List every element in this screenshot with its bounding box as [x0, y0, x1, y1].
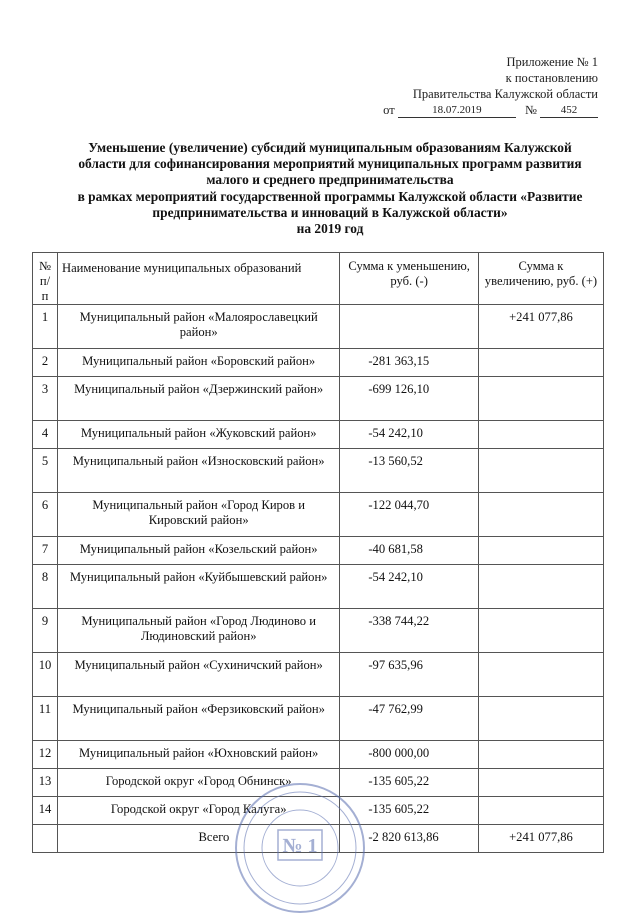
title-line-6: на 2019 год: [296, 221, 364, 237]
row-number: 11: [33, 697, 58, 741]
row-number: 7: [33, 537, 58, 565]
document-title: [60, 140, 600, 237]
row-decrease: -54 242,10: [340, 565, 479, 609]
row-name: Муниципальный район «Город Людиново и Людиновский район»: [58, 609, 340, 653]
row-decrease: -699 126,10: [340, 377, 479, 421]
row-number: 13: [33, 769, 58, 797]
title-line-4: в рамках мероприятий государственной программы Калужской области «Развитие: [77, 188, 583, 204]
row-name: Муниципальный район «Козельский район»: [58, 537, 340, 565]
total-empty-cell: [33, 825, 58, 853]
table-header-row: [33, 253, 604, 305]
table-row: [33, 741, 604, 769]
row-increase: [478, 377, 603, 421]
row-name: Муниципальный район «Износковский район»: [58, 449, 340, 493]
row-name: Муниципальный район «Ферзиковский район»: [58, 697, 340, 741]
row-decrease: -97 635,96: [340, 653, 479, 697]
row-number: 4: [33, 421, 58, 449]
table-row: [33, 493, 604, 537]
appendix-resolution: к постановлению: [505, 71, 598, 85]
resolution-number: 452: [540, 104, 598, 118]
table-row: [33, 769, 604, 797]
row-increase: [478, 741, 603, 769]
row-number: 12: [33, 741, 58, 769]
row-increase: [478, 349, 603, 377]
row-number: 8: [33, 565, 58, 609]
row-decrease: -13 560,52: [340, 449, 479, 493]
title-line-3: малого и среднего предпринимательства: [206, 172, 454, 188]
appendix-block: [383, 54, 598, 118]
row-number: 3: [33, 377, 58, 421]
row-name: Муниципальный район «Малоярославецкий район»: [58, 305, 340, 349]
table-row: [33, 349, 604, 377]
row-number: 1: [33, 305, 58, 349]
row-name: Городской округ «Город Калуга»: [58, 797, 340, 825]
stamp-number: № 1: [282, 835, 318, 857]
row-number: 10: [33, 653, 58, 697]
row-decrease: -281 363,15: [340, 349, 479, 377]
table-row: [33, 797, 604, 825]
row-decrease: -122 044,70: [340, 493, 479, 537]
appendix-government: Правительства Калужской области: [412, 87, 598, 101]
row-name: Муниципальный район «Жуковский район»: [58, 421, 340, 449]
title-line-1: Уменьшение (увеличение) субсидий муниципальным образованиям Калужской: [88, 140, 572, 155]
table-row: [33, 565, 604, 609]
table-row: [33, 653, 604, 697]
row-number: 2: [33, 349, 58, 377]
table-row: [33, 697, 604, 741]
table-row: [33, 449, 604, 493]
appendix-title: Приложение № 1: [506, 55, 598, 69]
row-increase: [478, 697, 603, 741]
row-decrease: [340, 305, 479, 349]
resolution-date: 18.07.2019: [398, 104, 516, 118]
row-increase: [478, 609, 603, 653]
row-name: Муниципальный район «Город Киров и Кировский район»: [58, 493, 340, 537]
row-name: Муниципальный район «Юхновский район»: [58, 741, 340, 769]
row-number: 6: [33, 493, 58, 537]
header-num: № п/п: [33, 253, 58, 305]
row-decrease: -338 744,22: [340, 609, 479, 653]
row-increase: [478, 537, 603, 565]
header-decrease: Сумма к уменьшению, руб. (-): [340, 253, 479, 305]
row-name: Муниципальный район «Куйбышевский район»: [58, 565, 340, 609]
table-row: [33, 305, 604, 349]
subsidy-table: [32, 252, 604, 853]
row-number: 14: [33, 797, 58, 825]
row-name: Муниципальный район «Боровский район»: [58, 349, 340, 377]
row-increase: [478, 797, 603, 825]
row-name: Муниципальный район «Дзержинский район»: [58, 377, 340, 421]
row-increase: +241 077,86: [478, 305, 603, 349]
row-decrease: -135 605,22: [340, 797, 479, 825]
row-decrease: -40 681,58: [340, 537, 479, 565]
total-increase: +241 077,86: [478, 825, 603, 853]
row-name: Городской округ «Город Обнинск»: [58, 769, 340, 797]
row-increase: [478, 769, 603, 797]
table-row: [33, 377, 604, 421]
row-name: Муниципальный район «Сухиничский район»: [58, 653, 340, 697]
header-name: Наименование муниципальных образований: [58, 253, 340, 305]
title-line-2: области для софинансирования мероприятий муниципальных программ развития: [78, 156, 582, 172]
row-increase: [478, 449, 603, 493]
header-increase: Сумма к увеличению, руб. (+): [478, 253, 603, 305]
table-total-row: [33, 825, 604, 853]
row-number: 5: [33, 449, 58, 493]
row-decrease: -800 000,00: [340, 741, 479, 769]
row-decrease: -47 762,99: [340, 697, 479, 741]
total-decrease: -2 820 613,86: [340, 825, 479, 853]
table-row: [33, 537, 604, 565]
row-increase: [478, 493, 603, 537]
row-increase: [478, 653, 603, 697]
from-label: от: [383, 103, 395, 117]
row-decrease: -54 242,10: [340, 421, 479, 449]
row-number: 9: [33, 609, 58, 653]
number-label: №: [524, 103, 537, 117]
row-increase: [478, 565, 603, 609]
row-increase: [478, 421, 603, 449]
title-line-5: предпринимательства и инноваций в Калужской области»: [152, 204, 508, 220]
total-label: Всего: [58, 825, 340, 853]
table-row: [33, 609, 604, 653]
table-row: [33, 421, 604, 449]
appendix-date-line: [383, 102, 598, 118]
row-decrease: -135 605,22: [340, 769, 479, 797]
